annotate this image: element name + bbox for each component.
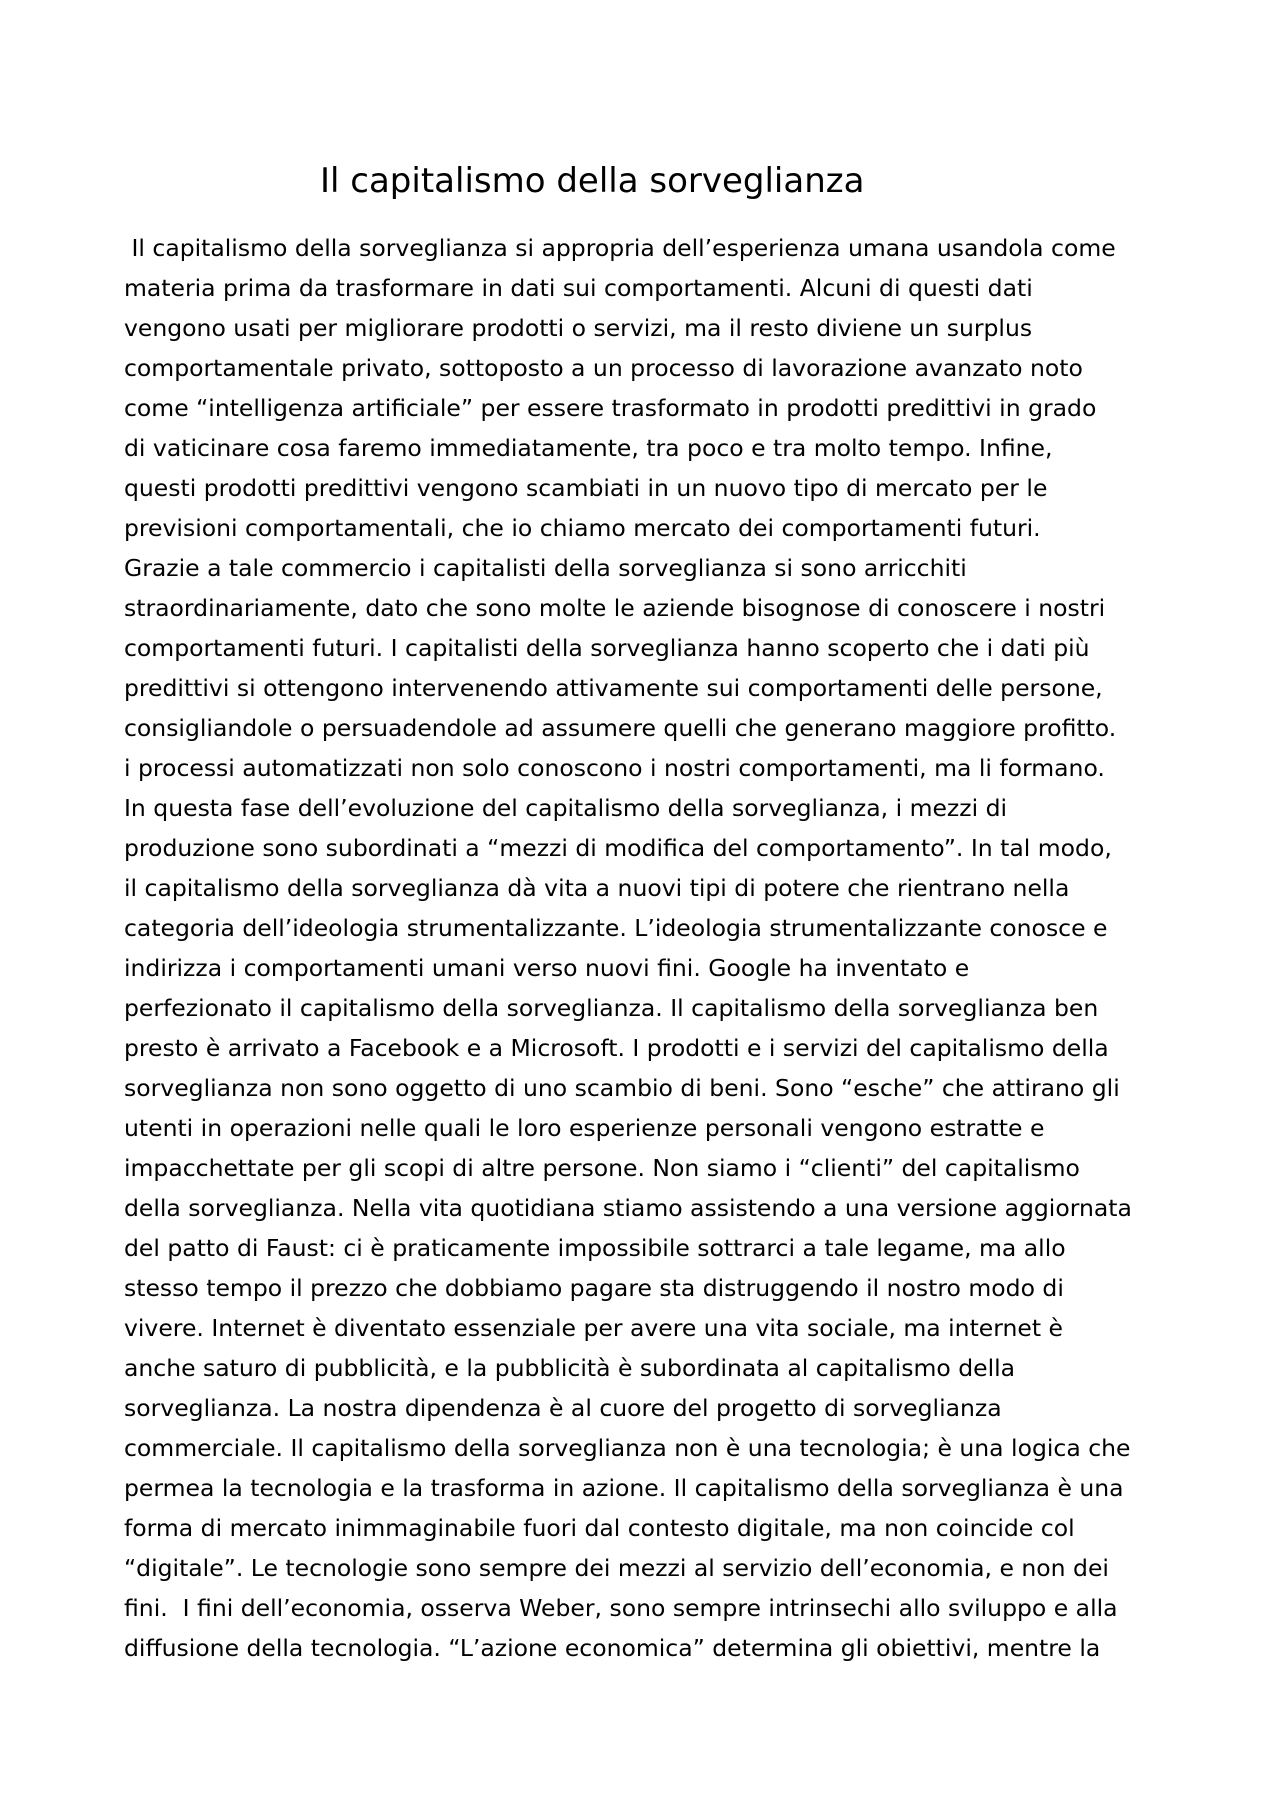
document-title: Il capitalismo della sorveglianza [320,161,865,201]
body-text-line: Grazie a tale commercio i capitalisti della sorveglianza si sono arricchiti [124,554,967,582]
body-text-line: stesso tempo il prezzo che dobbiamo pagare sta distruggendo il nostro modo di [124,1274,1064,1302]
body-text-line: fini. I fini dell’economia, osserva Weber, sono sempre intrinsechi allo sviluppo e alla [124,1594,1118,1622]
body-text-line: consigliandole o persuadendole ad assumere quelli che generano maggiore profitto. [124,714,1117,742]
body-text-line: straordinariamente, dato che sono molte le aziende bisognose di conoscere i nostri [124,594,1106,622]
body-text-line: vengono usati per migliorare prodotti o servizi, ma il resto diviene un surplus [124,314,1033,342]
document-body [124,228,1184,1668]
body-text-line: i processi automatizzati non solo conoscono i nostri comportamenti, ma li formano. [124,754,1105,782]
body-text-line: materia prima da trasformare in dati sui comportamenti. Alcuni di questi dati [124,274,1033,302]
body-text-line: In questa fase dell’evoluzione del capitalismo della sorveglianza, i mezzi di [124,794,1008,822]
body-text-line: della sorveglianza. Nella vita quotidiana stiamo assistendo a una versione aggiornata [124,1194,1132,1222]
body-text-line: permea la tecnologia e la trasforma in azione. Il capitalismo della sorveglianza è una [124,1474,1124,1502]
body-text-line: sorveglianza. La nostra dipendenza è al cuore del progetto di sorveglianza [124,1394,1002,1422]
body-text-line: comportamentale privato, sottoposto a un processo di lavorazione avanzato noto [124,354,1083,382]
body-text-line: questi prodotti predittivi vengono scambiati in un nuovo tipo di mercato per le [124,474,1048,502]
body-text-line: produzione sono subordinati a “mezzi di modifica del comportamento”. In tal modo, [124,834,1112,862]
body-text-line: presto è arrivato a Facebook e a Microsoft. I prodotti e i servizi del capitalismo della [124,1034,1109,1062]
body-text-line: perfezionato il capitalismo della sorveglianza. Il capitalismo della sorveglianza ben [124,994,1099,1022]
body-text-line: diffusione della tecnologia. “L’azione economica” determina gli obiettivi, mentre la [124,1634,1101,1662]
body-text-line: categoria dell’ideologia strumentalizzante. L’ideologia strumentalizzante conosce e [124,914,1108,942]
body-text-line: impacchettate per gli scopi di altre persone. Non siamo i “clienti” del capitalismo [124,1154,1080,1182]
body-text-line: di vaticinare cosa faremo immediatamente, tra poco e tra molto tempo. Infine, [124,434,1053,462]
body-text-line: previsioni comportamentali, che io chiamo mercato dei comportamenti futuri. [124,514,1041,542]
body-text-line: anche saturo di pubblicità, e la pubblicità è subordinata al capitalismo della [124,1354,1016,1382]
body-text-line: del patto di Faust: ci è praticamente impossibile sottrarci a tale legame, ma allo [124,1234,1066,1262]
body-text-line: come “intelligenza artificiale” per essere trasformato in prodotti predittivi in grado [124,394,1097,422]
body-text-line: il capitalismo della sorveglianza dà vita a nuovi tipi di potere che rientrano nella [124,874,1070,902]
body-text-line: commerciale. Il capitalismo della sorveglianza non è una tecnologia; è una logica che [124,1434,1131,1462]
body-text-line: Il capitalismo della sorveglianza si appropria dell’esperienza umana usandola come [124,234,1116,262]
body-text-line: comportamenti futuri. I capitalisti della sorveglianza hanno scoperto che i dati più [124,634,1090,662]
body-text-line: forma di mercato inimmaginabile fuori dal contesto digitale, ma non coincide col [124,1514,1075,1542]
body-text-line: utenti in operazioni nelle quali le loro esperienze personali vengono estratte e [124,1114,1045,1142]
body-text-line: sorveglianza non sono oggetto di uno scambio di beni. Sono “esche” che attirano gli [124,1074,1120,1102]
body-text-line: “digitale”. Le tecnologie sono sempre dei mezzi al servizio dell’economia, e non dei [124,1554,1109,1582]
body-text-line: indirizza i comportamenti umani verso nuovi fini. Google ha inventato e [124,954,970,982]
body-text-line: predittivi si ottengono intervenendo attivamente sui comportamenti delle persone, [124,674,1103,702]
body-text-line: vivere. Internet è diventato essenziale per avere una vita sociale, ma internet è [124,1314,1063,1342]
